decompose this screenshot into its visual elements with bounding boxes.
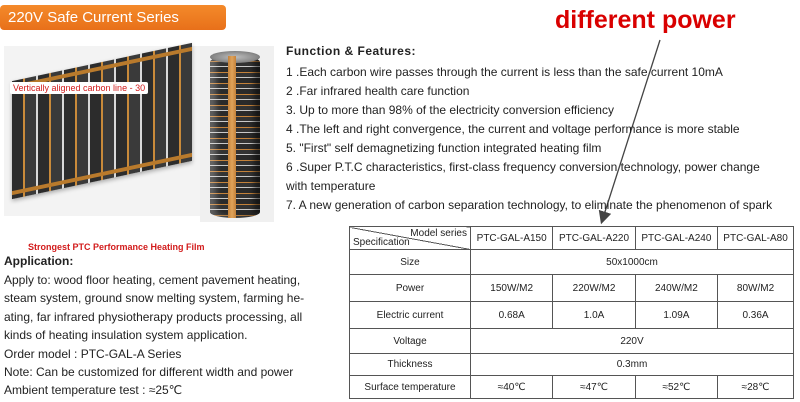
film-caption: Strongest PTC Performance Heating Film: [28, 242, 205, 252]
surface-temperature-value: ≈28℃: [718, 376, 794, 399]
series-banner-title: 220V Safe Current Series: [8, 9, 179, 26]
application-line: ating, far infrared physiotherapy products processing, all: [4, 309, 303, 324]
application-line: steam system, ground snow melting system, farming he-: [4, 291, 305, 306]
surface-temperature-value: ≈52℃: [635, 376, 717, 399]
table-row: [350, 329, 794, 354]
power-label: Power: [350, 275, 471, 302]
carbon-line-callout: Vertically aligned carbon line - 30: [10, 82, 148, 94]
power-value: 80W/M2: [718, 275, 794, 302]
feature-item: 5. "First" self demagnetizing function integrated heating film: [286, 141, 602, 155]
model-cell: PTC-GAL-A240: [635, 227, 717, 250]
power-value: 240W/M2: [635, 275, 717, 302]
application-text: [4, 271, 334, 400]
table-row: [350, 354, 794, 376]
features-list: [286, 63, 796, 215]
power-value: 150W/M2: [471, 275, 553, 302]
current-value: 0.68A: [471, 302, 553, 329]
thickness-label: Thickness: [350, 354, 471, 376]
heating-film-roll-photo: [200, 46, 274, 222]
application-line: Apply to: wood floor heating, cement pavement heating,: [4, 273, 301, 287]
model-cell: PTC-GAL-A80: [718, 227, 794, 250]
current-value: 1.09A: [635, 302, 717, 329]
customization-note: Note: Can be customized for different width and power: [4, 365, 294, 380]
heating-film-photo: [4, 46, 205, 252]
surface-temperature-value: ≈47℃: [553, 376, 635, 399]
application-title: Application:: [4, 254, 74, 268]
feature-item: 1 .Each carbon wire passes through the current is less than the safe current 10mA: [286, 65, 723, 79]
current-value: 0.36A: [718, 302, 794, 329]
feature-item: 4 .The left and right convergence, the current and voltage performance is more stable: [286, 122, 740, 136]
feature-item: with temperature: [286, 179, 376, 193]
spec-corner-cell: [350, 227, 471, 250]
order-model: Order model : PTC-GAL-A Series: [4, 346, 182, 361]
features-title: Function & Features:: [286, 44, 417, 58]
feature-item: 3. Up to more than 98% of the electricity conversion efficiency: [286, 103, 614, 117]
heating-film-image: [12, 43, 192, 199]
size-value: 50x1000cm: [471, 250, 794, 275]
table-row: [350, 376, 794, 399]
model-series-label: Model series: [410, 228, 467, 239]
current-label: Electric current: [350, 302, 471, 329]
feature-item: 6 .Super P.T.C characteristics, first-class frequency conversion technology, power change: [286, 160, 760, 174]
spec-table: [349, 226, 794, 399]
surface-temperature-value: ≈40℃: [471, 376, 553, 399]
ambient-temperature: Ambient temperature test : ≈25℃: [4, 383, 183, 398]
table-row: [350, 302, 794, 329]
power-value: 220W/M2: [553, 275, 635, 302]
model-cell: PTC-GAL-A150: [471, 227, 553, 250]
application-line: kinds of heating insulation system application.: [4, 328, 248, 343]
surface-temperature-label: Surface temperature: [350, 376, 471, 399]
voltage-value: 220V: [471, 329, 794, 354]
table-row: [350, 275, 794, 302]
feature-item: 2 .Far infrared health care function: [286, 84, 470, 98]
film-roll-image: [210, 56, 260, 218]
table-header-row: [350, 227, 794, 250]
current-value: 1.0A: [553, 302, 635, 329]
size-label: Size: [350, 250, 471, 275]
model-cell: PTC-GAL-A220: [553, 227, 635, 250]
voltage-label: Voltage: [350, 329, 471, 354]
different-power-annotation: different power: [555, 6, 736, 34]
specification-label: Specification: [353, 237, 410, 248]
feature-item: 7. A new generation of carbon separation technology, to eliminate the phenomenon of spark: [286, 198, 773, 212]
thickness-value: 0.3mm: [471, 354, 794, 376]
table-row: [350, 250, 794, 275]
